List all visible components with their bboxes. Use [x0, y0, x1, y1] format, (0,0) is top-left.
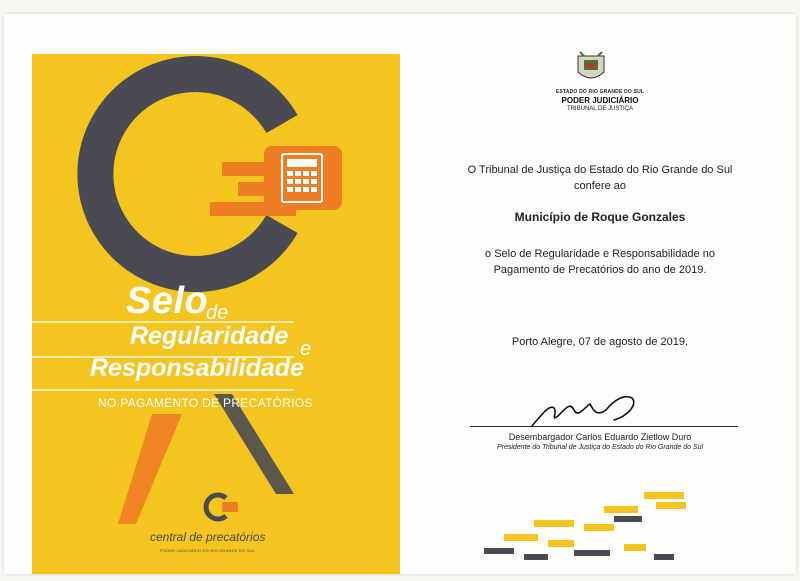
body-line-1: O Tribunal de Justiça do Estado do Rio Grande do Sul	[467, 164, 733, 176]
signature-line	[470, 426, 738, 427]
header-estado: ESTADO DO RIO GRANDE DO SUL	[555, 89, 645, 95]
body-line-4: Pagamento de Precatórios do ano de 2019.	[493, 264, 707, 276]
poster-title-regularidade: Regularidade	[130, 322, 289, 350]
poster-logo-subtext: PODER JUDICIÁRIO DO RIO GRANDE DO SUL	[160, 548, 255, 553]
poster-title-e: e	[300, 338, 312, 360]
place-date: Porto Alegre, 07 de agosto de 2019.	[511, 336, 689, 348]
header-poder: PODER JUDICIÁRIO	[561, 96, 639, 105]
certificate-sheet	[4, 14, 796, 574]
poster-title-responsabilidade: Responsabilidade	[90, 354, 304, 382]
poster-title-de: de	[206, 302, 229, 324]
poster-title-selo: Selo	[126, 280, 209, 322]
state-crest-icon	[574, 50, 608, 86]
certificate-text-area	[404, 14, 796, 574]
recipient-name: Município de Roque Gonzales	[514, 210, 686, 224]
poster-logo-text: central de precatórios	[150, 530, 266, 544]
central-precatorios-logo	[206, 495, 238, 519]
body-line-3: o Selo de Regularidade e Responsabilidade no	[485, 248, 715, 260]
signer-role: Presidente do Tribunal de Justiça do Estado do Rio Grande do Sul	[496, 444, 704, 451]
body-line-2: confere ao	[574, 180, 626, 192]
header-tribunal: TRIBUNAL DE JUSTIÇA	[566, 106, 634, 112]
signer-name: Desembargador Carlos Eduardo Zietlow Duro	[508, 432, 692, 442]
selo-poster	[32, 54, 400, 574]
decorative-stripes	[464, 484, 734, 564]
poster-subtitle: NO PAGAMENTO DE PRECATÓRIOS	[98, 396, 313, 410]
handwritten-signature	[528, 386, 668, 430]
